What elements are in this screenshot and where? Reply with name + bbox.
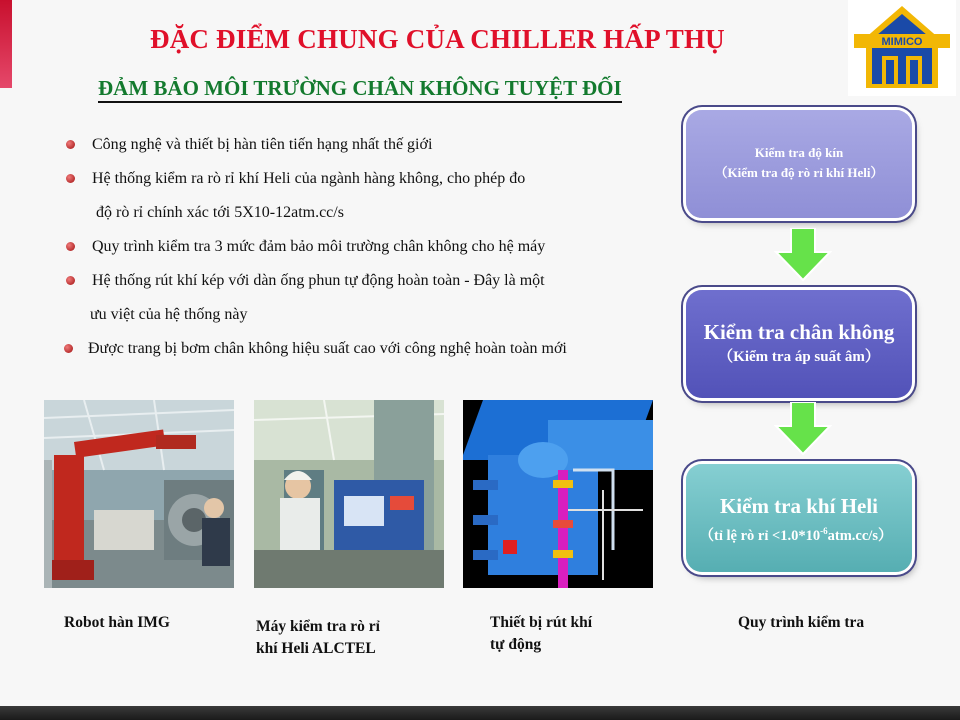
bullet-icon: [66, 276, 75, 285]
list-item: Được trang bị bơm chân không hiệu suất cao với công nghệ hoàn toàn mới: [66, 338, 666, 372]
caption-leak-tester: Máy kiểm tra rò rỉ khí Heli ALCTEL: [256, 618, 380, 657]
logo-text: MIMICO: [881, 36, 923, 48]
bullet-icon: [66, 140, 75, 149]
feature-list: [66, 134, 666, 372]
bullet-icon: [66, 174, 75, 183]
step-3-title: Kiểm tra khí Heli: [719, 494, 879, 518]
list-item: Công nghệ và thiết bị hàn tiên tiến hạng nhất thế giới: [66, 134, 666, 168]
arrow-down-icon: [774, 402, 832, 456]
bottom-bar: [0, 706, 960, 720]
step-2-title: Kiểm tra chân không: [703, 320, 895, 344]
robot-welding-photo: [44, 400, 234, 588]
step-1-title: Kiểm tra độ kín: [754, 145, 844, 160]
bullet-icon: [64, 344, 73, 353]
house-logo-icon: [848, 0, 956, 96]
left-accent-bar: [0, 0, 12, 88]
step-2-detail: （Kiểm tra áp suất âm）: [718, 349, 880, 365]
list-item-continuation: độ rò rỉ chính xác tới 5X10-12atm.cc/s: [96, 204, 344, 221]
list-item: Hệ thống rút khí kép với dàn ống phun tự động hoàn toàn - Đây là một: [66, 270, 666, 304]
step-3-detail: （tỉ lệ rò rỉ $<1.0*10^{-6}atm.cc/s$）: [699, 526, 893, 544]
process-step-2: [686, 290, 912, 398]
mimico-logo: [848, 0, 956, 96]
slide-subtitle: ĐẢM BẢO MÔI TRƯỜNG CHÂN KHÔNG TUYỆT ĐỐI: [98, 76, 622, 103]
process-step-1: [686, 110, 912, 218]
helium-leak-tester-photo: [254, 400, 444, 588]
caption-purge-device: Thiết bị rút khí tự động: [490, 614, 593, 653]
list-item-continuation: ưu việt của hệ thống này: [90, 306, 248, 323]
slide-title: ĐẶC ĐIỂM CHUNG CỦA CHILLER HẤP THỤ: [150, 24, 725, 54]
bullet-icon: [66, 242, 75, 251]
list-item: Quy trình kiểm tra 3 mức đảm bảo môi trường chân không cho hệ máy: [66, 236, 666, 270]
auto-purge-device-photo: [463, 400, 653, 588]
arrow-down-icon: [774, 228, 832, 282]
caption-process: Quy trình kiểm tra: [738, 614, 865, 631]
caption-robot: Robot hàn IMG: [64, 614, 170, 631]
list-item: Hệ thống kiểm ra rò rỉ khí Heli của ngành hàng không, cho phép đo: [66, 168, 666, 202]
step-1-detail: （Kiểm tra độ rò rỉ khí Heli）: [714, 165, 884, 180]
process-step-3: [686, 464, 912, 572]
